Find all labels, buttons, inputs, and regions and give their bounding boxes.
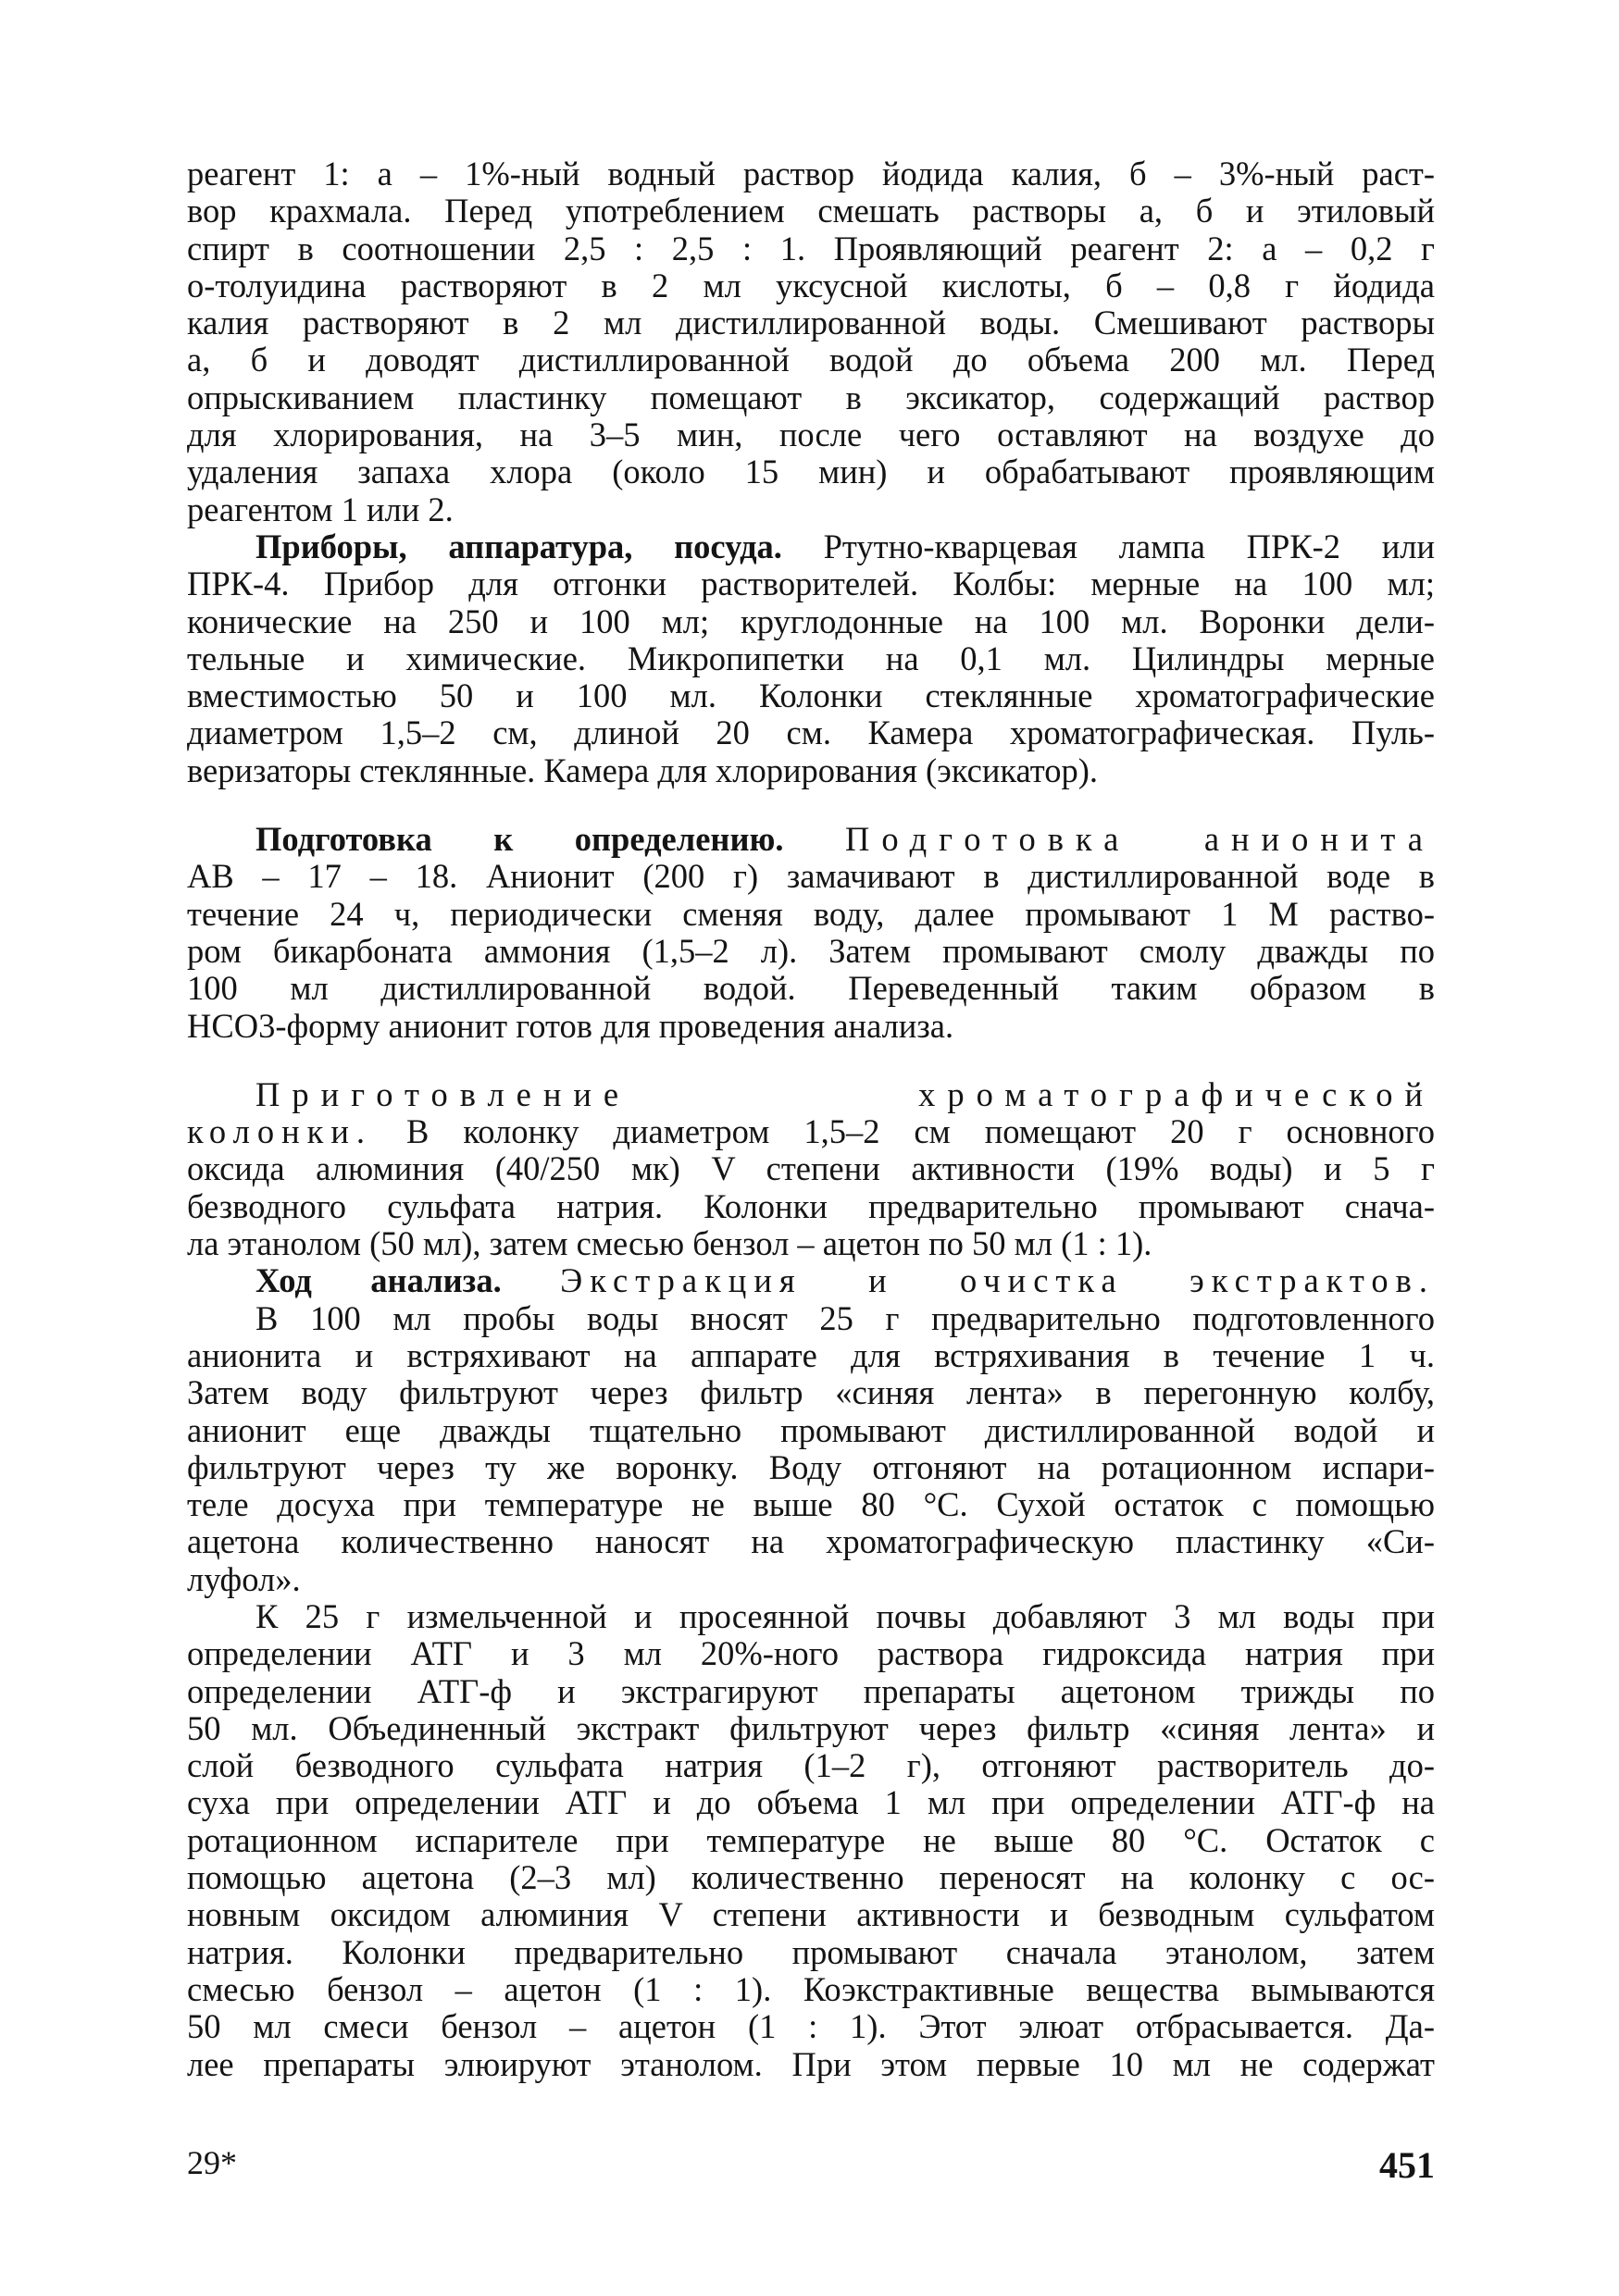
text-line — [187, 1262, 1435, 1299]
paragraph-equipment — [187, 528, 1435, 789]
paragraph-reagents — [187, 155, 1435, 528]
text-line: ла этанолом (50 мл), затем смесью бензол – ацетон по 50 мл (1 : 1). — [187, 1224, 1152, 1263]
text-line: а, б и доводят дистиллированной водой до объема 200 мл. Перед — [187, 341, 1435, 379]
text-line: вместимостью 50 и 100 мл. Колонки стеклянные хроматографические — [187, 676, 1435, 715]
text-line: смесью бензол – ацетон (1 : 1). Коэкстрактивные вещества вымываются — [187, 1969, 1435, 2008]
text-line: Затем воду фильтруют через фильтр «синяя лента» в перегонную колбу, — [187, 1373, 1435, 1412]
text-line: оксида алюминия (40/250 мк) V степени активности (19% воды) и 5 г — [187, 1149, 1435, 1188]
text-line: конические на 250 и 100 мл; круглодонные на 100 мл. Воронки дели- — [187, 602, 1435, 640]
text-line: 100 мл дистиллированной водой. Переведенный таким образом в — [187, 969, 1435, 1008]
page-text — [187, 155, 1435, 2083]
text-line: определении АТГ и 3 мл 20%-ного раствора гидроксида натрия при — [187, 1634, 1435, 1673]
text-line — [187, 821, 1435, 858]
text-line: течение 24 ч, периодически сменяя воду, далее промывают 1 М раство- — [187, 894, 1435, 933]
paragraph-preparation — [187, 821, 1435, 1045]
section-heading: Приборы, аппаратура, посуда. — [255, 527, 782, 565]
text-line: о-толуидина растворяют в 2 мл уксусной кислоты, б – 0,8 г йодида — [187, 266, 1435, 304]
paragraph-column — [187, 1076, 1435, 1262]
text-line: 50 мл. Объединенный экстракт фильтруют через фильтр «синяя лента» и — [187, 1708, 1435, 1747]
text-line: В 100 мл пробы воды вносят 25 г предварительно подготовленного — [255, 1298, 1435, 1337]
text-line: анионит еще дважды тщательно промывают дистиллированной водой и — [187, 1410, 1435, 1449]
text-line: ПРК-4. Прибор для отгонки растворителей. Колбы: мерные на 100 мл; — [187, 565, 1435, 603]
text-line: теле досуха при температуре не выше 80 °С. Сухой остаток с помощью — [187, 1485, 1435, 1524]
text-line: помощью ацетона (2–3 мл) количественно переносят на колонку с ос- — [187, 1858, 1435, 1897]
subsection-heading: хроматографической — [918, 1074, 1435, 1113]
text-line: удаления запаха хлора (около 15 мин) и обрабатывают проявляющим — [187, 453, 1435, 491]
text-line: вор крахмала. Перед употреблением смешать растворы а, б и этиловый — [187, 192, 1435, 230]
text-line: колонки. В колонку диаметром 1,5–2 см помещают 20 г основного — [187, 1112, 1435, 1151]
text-line: для хлорирования, на 3–5 мин, после чего оставляют на воздухе до — [187, 416, 1435, 454]
text-line: определении АТГ-ф и экстрагируют препараты ацетоном трижды по — [187, 1671, 1435, 1710]
text-line: тельные и химические. Микропипетки на 0,1 мл. Цилиндры мерные — [187, 639, 1435, 677]
text-line: фильтруют через ту же воронку. Воду отгоняют на ротационном испари- — [187, 1447, 1435, 1486]
text-line: натрия. Колонки предварительно промывают сначала этанолом, затем — [187, 1932, 1435, 1971]
section-heading: Подготовка к определению. — [255, 820, 784, 859]
text-line: веризаторы стеклянные. Камера для хлорирования (эксикатор). — [187, 751, 1099, 789]
subsection-heading: Приготовление — [255, 1074, 631, 1113]
subsection-heading: Подготовка анионита — [845, 820, 1436, 859]
text-line: спирт в соотношении 2,5 : 2,5 : 1. Проявляющий реагент 2: а – 0,2 г — [187, 229, 1435, 267]
text-line: луфол». — [187, 1559, 301, 1598]
paragraph-soil — [187, 1598, 1435, 2083]
text-line: ацетона количественно наносят на хроматографическую пластинку «Си- — [187, 1522, 1435, 1561]
paragraph-analysis — [187, 1262, 1435, 1598]
text-line: калия растворяют в 2 мл дистиллированной воды. Смешивают растворы — [187, 304, 1435, 342]
page-number: 451 — [1379, 2144, 1435, 2186]
signature-mark: 29* — [187, 2144, 237, 2181]
subsection-heading: Экстракция и очистка экстрактов. — [560, 1261, 1435, 1300]
text-line: лее препараты элюируют этанолом. При этом первые 10 мл не содержат — [187, 2044, 1435, 2083]
text-line: Приборы, аппаратура, посуда. Ртутно-кварцевая лампа ПРК-2 или — [255, 527, 1435, 565]
text-line: опрыскиванием пластинку помещают в эксикатор, содержащий раствор — [187, 378, 1435, 416]
text-line: новным оксидом алюминия V степени активности и безводным сульфатом — [187, 1895, 1435, 1934]
text-line: ротационном испарителе при температуре не выше 80 °С. Остаток с — [187, 1820, 1435, 1859]
section-heading: Ход анализа. — [255, 1261, 502, 1300]
text-line: К 25 г измельченной и просеянной почвы добавляют 3 мл воды при — [255, 1596, 1435, 1635]
text-line — [187, 1076, 1435, 1113]
text-line: суха при определении АТГ и до объема 1 мл при определении АТГ-ф на — [187, 1783, 1435, 1822]
text-line: АВ – 17 – 18. Анионит (200 г) замачивают в дистиллированной воде в — [187, 857, 1435, 896]
text-line: реагентом 1 или 2. — [187, 490, 454, 528]
text-line: слой безводного сульфата натрия (1–2 г), отгоняют растворитель до- — [187, 1746, 1435, 1785]
text-line: анионита и встряхивают на аппарате для встряхивания в течение 1 ч. — [187, 1335, 1435, 1374]
text-line: 50 мл смеси бензол – ацетон (1 : 1). Этот элюат отбрасывается. Да- — [187, 2007, 1435, 2046]
text-line: реагент 1: а – 1%-ный водный раствор йодида калия, б – 3%-ный раст- — [187, 155, 1435, 192]
text-line: ром бикарбоната аммония (1,5–2 л). Затем промывают смолу дважды по — [187, 931, 1435, 970]
text-line: диаметром 1,5–2 см, длиной 20 см. Камера хроматографическая. Пуль- — [187, 714, 1435, 752]
subsection-heading: колонки. — [187, 1112, 373, 1151]
text-line: безводного сульфата натрия. Колонки предварительно промывают снача- — [187, 1186, 1435, 1225]
text-line: HCO3-форму анионит готов для проведения анализа. — [187, 1006, 954, 1045]
